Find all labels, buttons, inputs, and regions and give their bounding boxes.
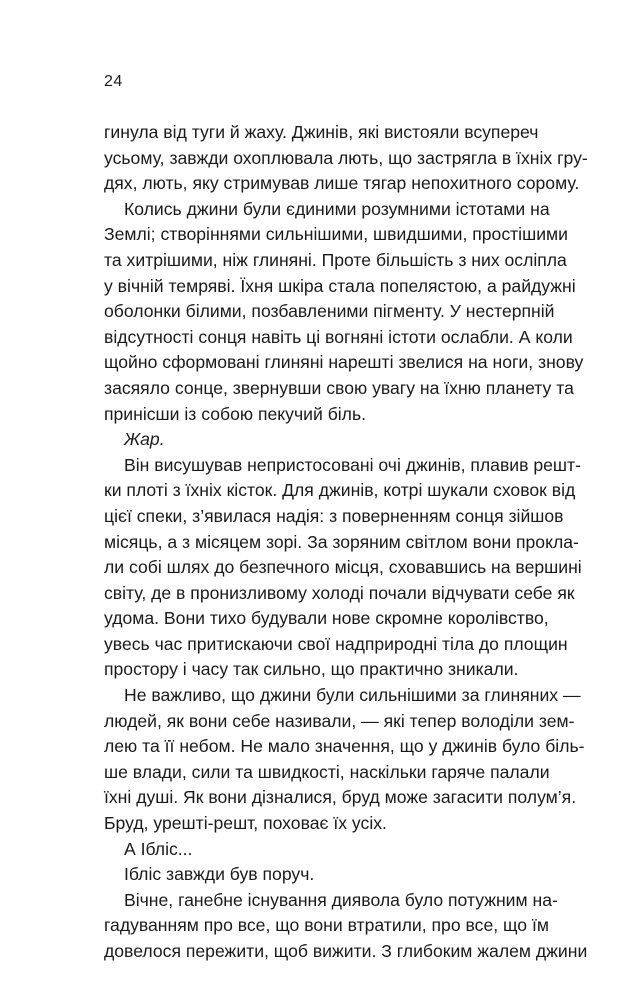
text-line: місяць, а з місяцем зорі. За зоряним світлом вони прокла- [104,531,579,552]
text-line: світу, де в пронизливому холоді почали відчувати себе як [104,582,575,603]
text-line [104,427,524,453]
text-line: Колись джини були єдиними розумними істотами на [124,198,550,219]
text-line: усьому, завжди охоплювала лють, що застрягла в їхніх гру- [104,147,588,168]
text-line: засяяло сонце, звернувши свою увагу на їхню планету та [104,377,574,398]
text-line: Ібліс завжди був поруч. [124,864,315,885]
text-line: гадуванням про все, що вони втратили, про все, що їм [104,915,549,936]
text-line: Землі; створіннями сильнішими, швидшими, простішими [104,224,568,245]
text-line: відсутності сонця навіть ці вогняні істоти ослабли. А коли [104,326,573,347]
text-line: Він висушував непристосовані очі джинів, плавив решт- [124,454,581,475]
text-line: оболонки білими, позбавленими пігменту. У нестерпній [104,301,555,322]
text-line: принісши із собою пекучий біль. [104,403,366,424]
text-line: простору і часу так сильно, що практично зникали. [104,659,519,680]
text-line: ли собі шлях до безпечного місця, сховавшись на вершині [104,557,582,578]
text-line: у вічній темряві. Їхня шкіра стала попелястою, а райдужні [104,275,576,296]
page-number: 24 [104,73,123,90]
text-line: та хитрішими, ніж глиняні. Проте більшість з них осліпла [104,249,567,270]
text-line: лею та її небом. Не мало значення, що у джинів було біль- [104,736,585,757]
text-line: довелося пережити, щоб вижити. З глибоким жалем джини [104,941,588,961]
text-line: увесь час притискаючи свої надприродні тіла до площин [104,633,568,654]
text-line: гинула від туги й жаху. Джинів, які вистояли всупереч [104,122,539,142]
text-line: їхні душі. Як вони дізналися, бруд може загасити полум’я. [104,787,577,808]
italic-text: Жар. [124,429,165,450]
text-line: ки плоті з їхніх кісток. Для джинів, котрі шукали сховок від [104,480,576,501]
text-line: цієї спеки, з’явилася надія: з поверненням сонця зійшов [104,505,564,526]
text-line: людей, як вони себе називали, — які тепер володіли зем- [104,710,575,731]
text-line: Не важливо, що джини були сильнішими за глиняних — [124,685,581,706]
body-text [104,120,588,965]
text-line: Вічне, ганебне існування диявола було потужним на- [124,889,558,910]
text-line: А Ібліс... [124,838,193,859]
text-line: ше влади, сили та швидкості, наскільки гаряче палали [104,761,550,782]
text-line: дях, лють, яку стримував лише тягар непохитного сорому. [104,173,580,194]
text-line: Бруд, урешті-решт, поховає їх усіх. [104,813,387,834]
text-line: удома. Вони тихо будували нове скромне королівство, [104,608,549,629]
text-line: щойно сформовані глиняні нарешті звелися на ноги, знову [104,352,584,373]
